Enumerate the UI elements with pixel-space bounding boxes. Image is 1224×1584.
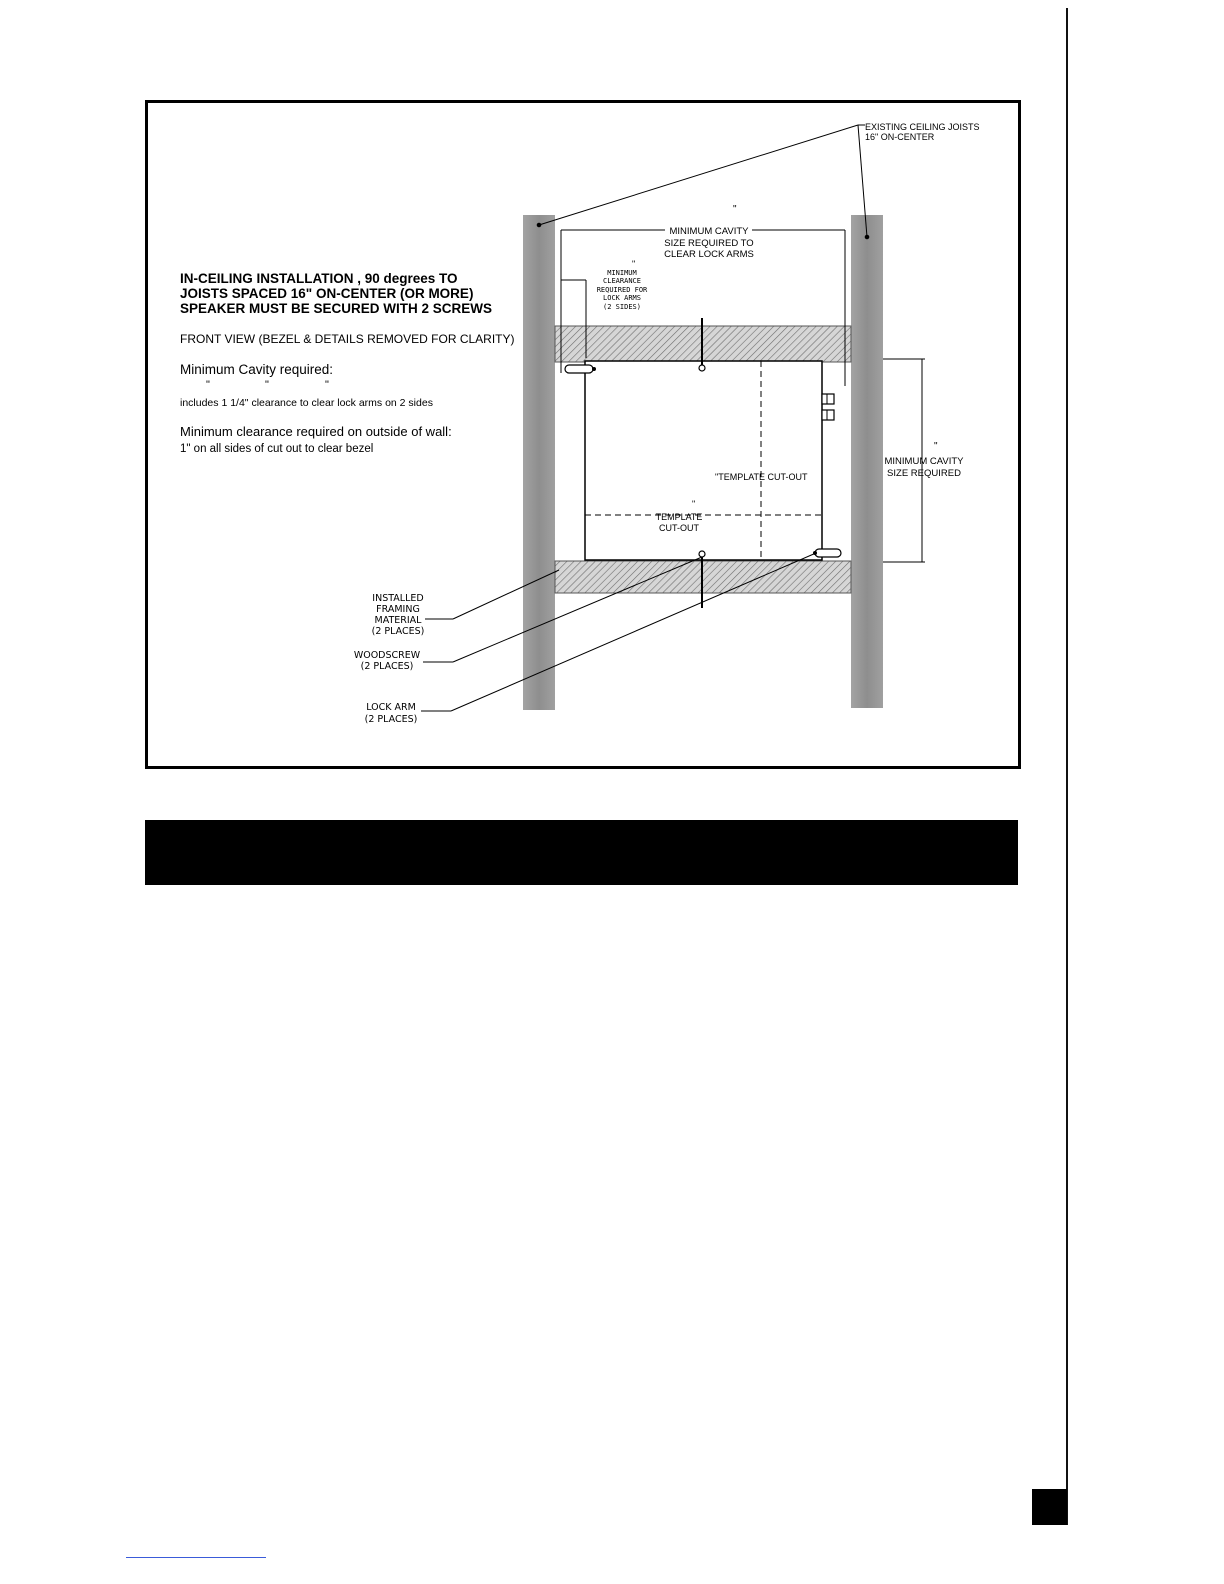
diagram-canvas: [148, 103, 1018, 766]
min-clearance-lock-1: MINIMUM: [607, 269, 637, 277]
min-cavity-title: Minimum Cavity required:: [180, 362, 334, 377]
template-cutout-bottom-2: CUT-OUT: [659, 523, 699, 533]
lock-arm-label-1: LOCK ARM: [366, 702, 416, 713]
template-cutout-side-label: "TEMPLATE CUT-OUT: [715, 472, 808, 482]
lock-arm-right: [813, 549, 841, 557]
existing-joists-leader: [537, 125, 869, 239]
min-clearance-lock-4: LOCK ARMS: [603, 294, 641, 302]
right-ceiling-joist: [851, 215, 883, 708]
min-clearance-note: 1" on all sides of cut out to clear bezel: [180, 443, 374, 455]
existing-joists-label-1: EXISTING CEILING JOISTS: [865, 122, 980, 132]
installed-framing-label-2: FRAMING: [376, 604, 420, 615]
page-margin-rule: [1066, 8, 1068, 1525]
min-clearance-title: Minimum clearance required on outside of wall:: [180, 424, 452, 439]
min-clearance-mark: ": [632, 259, 636, 269]
installed-framing-label-1: INSTALLED: [372, 593, 424, 604]
woodscrew-label-2: (2 PLACES): [360, 661, 414, 672]
right-dimension-mark: ": [934, 441, 938, 452]
min-clearance-lock-3: REQUIRED FOR: [596, 286, 648, 294]
min-cavity-mark-1: ": [206, 379, 210, 391]
woodscrew-label-1: WOODSCREW: [353, 650, 421, 661]
lock-arm-label-2: (2 PLACES): [364, 714, 418, 725]
left-ceiling-joist: [523, 215, 555, 710]
heading-line-2: JOISTS SPACED 16" ON-CENTER (OR MORE): [180, 286, 474, 301]
heading-line-3: SPEAKER MUST BE SECURED WITH 2 SCREWS: [180, 301, 493, 316]
min-clearance-lock-5: (2 SIDES): [603, 303, 641, 311]
lock-arm-left: [565, 365, 596, 373]
front-view-note: FRONT VIEW (BEZEL & DETAILS REMOVED FOR CLARITY): [180, 332, 515, 346]
template-cutout-bottom-mark: ": [692, 499, 696, 509]
installation-diagram: [145, 100, 1021, 769]
right-dimension-label-1: MINIMUM CAVITY: [884, 456, 964, 467]
min-cavity-lock-arms-3: CLEAR LOCK ARMS: [664, 249, 754, 260]
installed-framing-label-3: MATERIAL: [374, 615, 422, 626]
lock-arm-side-clips: [822, 394, 834, 420]
right-dimension-label-2: SIZE REQUIRED: [887, 468, 961, 479]
top-framing-outside: [883, 326, 923, 362]
min-cavity-lock-arms-2: SIZE REQUIRED TO: [664, 238, 754, 249]
speaker-body: [585, 361, 822, 560]
heading-line-1: IN-CEILING INSTALLATION , 90 degrees TO: [180, 271, 458, 286]
footer-link-underline[interactable]: [126, 1557, 266, 1558]
min-clearance-lock-2: CLEARANCE: [603, 277, 641, 285]
min-cavity-mark-2: ": [265, 379, 269, 391]
section-header-bar: [145, 820, 1018, 885]
min-cavity-lock-arms-1: MINIMUM CAVITY: [669, 226, 749, 237]
clearance-note: includes 1 1/4" clearance to clear lock arms on 2 sides: [180, 397, 433, 409]
min-cavity-mark-3: ": [325, 379, 329, 391]
installed-framing-label-4: (2 PLACES): [371, 626, 425, 637]
existing-joists-label-2: 16" ON-CENTER: [865, 132, 935, 142]
top-dimension-mark: ": [733, 204, 737, 215]
template-cutout-bottom-1: TEMPLATE: [655, 512, 703, 522]
page-corner-tab: [1032, 1489, 1067, 1525]
